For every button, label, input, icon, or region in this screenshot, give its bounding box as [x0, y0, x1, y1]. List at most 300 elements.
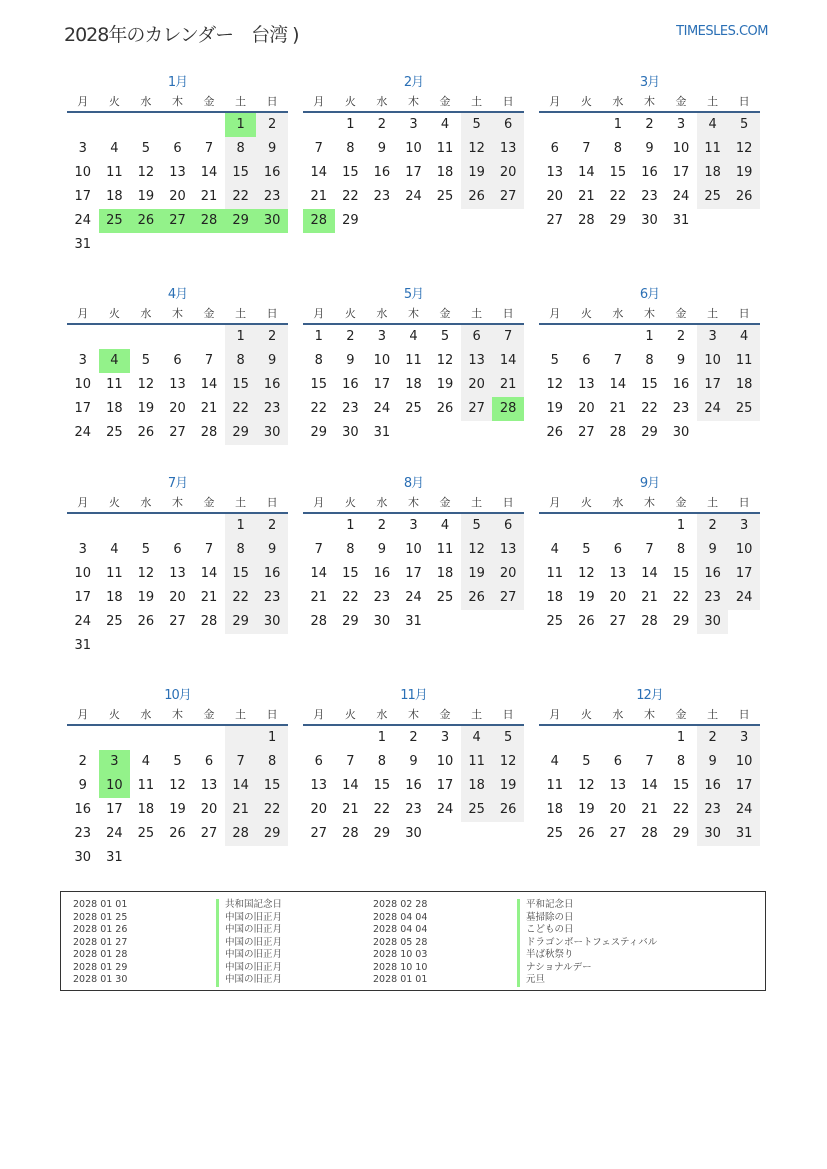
- holiday-day-cell: 10: [99, 774, 131, 798]
- day-cell: 20: [546, 189, 564, 204]
- day-cell: 21: [641, 590, 658, 605]
- site-logo[interactable]: TIMESLES.COM: [676, 24, 768, 39]
- day-grid: [303, 325, 524, 445]
- day-cell: 2: [377, 518, 387, 533]
- day-cell: 1: [225, 325, 257, 349]
- day-cell: 11: [546, 778, 564, 793]
- day-cell: 23: [672, 401, 690, 416]
- day-cell: 6: [550, 141, 559, 156]
- day-cell: 3: [728, 514, 760, 538]
- day-cell: 28: [200, 425, 218, 440]
- day-cell: 8: [225, 538, 257, 562]
- weekday-label: 土: [235, 95, 247, 108]
- weekday-label: 金: [675, 708, 687, 721]
- day-cell: 30: [641, 213, 658, 228]
- day-cell: 15: [342, 566, 359, 581]
- weekday-label: 水: [140, 95, 152, 108]
- weekday-label: 金: [203, 496, 215, 509]
- day-cell: 12: [492, 750, 524, 774]
- day-cell: 8: [645, 353, 654, 368]
- day-cell: 29: [310, 425, 328, 440]
- day-cell: 20: [578, 401, 595, 416]
- empty-cell: [193, 726, 225, 750]
- day-cell: 23: [697, 586, 729, 610]
- day-cell: 26: [169, 826, 186, 841]
- weekday-label: 月: [313, 496, 325, 509]
- empty-cell: [130, 726, 162, 750]
- day-cell: 14: [200, 377, 218, 392]
- weekday-label: 火: [108, 496, 120, 509]
- day-cell: 10: [728, 538, 760, 562]
- day-cell: 3: [78, 353, 87, 368]
- day-cell: 1: [377, 730, 387, 745]
- day-cell: 18: [106, 189, 123, 204]
- day-cell: 11: [728, 349, 760, 373]
- day-cell: 25: [546, 826, 564, 841]
- legend-date: 2028 01 28: [73, 949, 128, 960]
- day-cell: 12: [137, 566, 155, 581]
- day-cell: 15: [256, 774, 288, 798]
- holiday-day-cell: 28: [193, 209, 225, 233]
- day-cell: 12: [546, 377, 564, 392]
- day-grid: [67, 514, 288, 658]
- day-cell: 8: [346, 141, 355, 156]
- weekday-label: 水: [140, 708, 152, 721]
- day-cell: 20: [169, 590, 186, 605]
- legend-holiday-name: 中国の旧正月: [216, 962, 282, 975]
- day-cell: 10: [74, 377, 92, 392]
- weekday-label: 土: [471, 95, 483, 108]
- day-cell: 24: [697, 397, 729, 421]
- day-cell: 21: [310, 189, 328, 204]
- weekday-header: [539, 93, 760, 113]
- day-cell: 29: [225, 421, 257, 445]
- day-cell: 14: [492, 349, 524, 373]
- weekday-label: 木: [643, 496, 655, 509]
- weekday-label: 日: [738, 95, 750, 108]
- day-cell: 28: [225, 822, 257, 846]
- day-cell: 10: [74, 566, 92, 581]
- day-cell: 24: [405, 189, 422, 204]
- day-cell: 19: [436, 377, 454, 392]
- day-cell: 9: [256, 538, 288, 562]
- day-cell: 2: [697, 514, 729, 538]
- weekday-label: 火: [580, 95, 592, 108]
- day-cell: 23: [373, 189, 391, 204]
- day-cell: 7: [492, 325, 524, 349]
- day-grid: [539, 325, 760, 445]
- day-cell: 21: [609, 401, 627, 416]
- day-cell: 19: [137, 189, 155, 204]
- day-cell: 24: [74, 425, 92, 440]
- holiday-legend: [60, 891, 766, 991]
- weekday-label: 火: [580, 708, 592, 721]
- empty-cell: [99, 325, 131, 349]
- holiday-day-cell: 28: [492, 397, 524, 421]
- day-cell: 22: [641, 401, 658, 416]
- day-cell: 5: [173, 754, 182, 769]
- day-cell: 30: [373, 614, 391, 629]
- day-cell: 14: [641, 566, 658, 581]
- weekday-label: 火: [108, 708, 120, 721]
- day-cell: 26: [461, 586, 493, 610]
- day-cell: 17: [672, 165, 690, 180]
- weekday-label: 土: [707, 307, 719, 320]
- day-cell: 17: [74, 590, 92, 605]
- day-cell: 14: [225, 774, 257, 798]
- month-4: [67, 285, 288, 445]
- day-cell: 22: [225, 586, 257, 610]
- weekday-label: 日: [738, 496, 750, 509]
- month-12: [539, 686, 760, 846]
- legend-date: 2028 01 01: [373, 974, 428, 985]
- day-cell: 25: [106, 425, 123, 440]
- day-cell: 22: [672, 802, 690, 817]
- day-cell: 22: [225, 185, 257, 209]
- day-cell: 18: [697, 161, 729, 185]
- empty-cell: [571, 514, 603, 538]
- day-cell: 9: [377, 141, 387, 156]
- day-cell: 7: [204, 141, 214, 156]
- day-cell: 24: [74, 213, 92, 228]
- day-cell: 16: [256, 562, 288, 586]
- day-cell: 18: [546, 590, 564, 605]
- day-cell: 31: [106, 850, 123, 865]
- day-cell: 22: [310, 401, 328, 416]
- day-cell: 14: [578, 165, 595, 180]
- month-name: 12月: [636, 688, 663, 703]
- day-cell: 7: [204, 353, 214, 368]
- weekday-label: 木: [407, 708, 419, 721]
- month-name: 3月: [639, 75, 660, 90]
- day-cell: 7: [582, 141, 591, 156]
- holiday-day-cell: 27: [162, 209, 194, 233]
- day-cell: 29: [672, 826, 690, 841]
- day-cell: 5: [141, 353, 151, 368]
- empty-cell: [303, 726, 335, 750]
- day-cell: 2: [697, 726, 729, 750]
- day-cell: 25: [436, 590, 454, 605]
- day-cell: 13: [492, 137, 524, 161]
- day-cell: 1: [346, 518, 355, 533]
- day-cell: 16: [373, 165, 391, 180]
- day-cell: 16: [256, 373, 288, 397]
- month-7: [67, 474, 288, 658]
- holiday-day-cell: 25: [99, 209, 131, 233]
- day-cell: 5: [461, 113, 493, 137]
- day-cell: 7: [346, 754, 355, 769]
- day-cell: 10: [672, 141, 690, 156]
- day-cell: 17: [728, 562, 760, 586]
- weekday-label: 日: [738, 708, 750, 721]
- weekday-label: 水: [612, 95, 624, 108]
- legend-date: 2028 10 10: [373, 961, 428, 973]
- weekday-label: 日: [502, 307, 514, 320]
- day-cell: 6: [173, 141, 182, 156]
- day-cell: 26: [578, 826, 595, 841]
- day-cell: 7: [314, 542, 323, 557]
- weekday-label: 火: [344, 708, 356, 721]
- day-cell: 21: [200, 189, 218, 204]
- day-cell: 29: [225, 610, 257, 634]
- legend-date: 2028 10 03: [373, 949, 428, 960]
- day-cell: 30: [74, 850, 92, 865]
- day-cell: 13: [169, 566, 186, 581]
- day-cell: 28: [342, 826, 359, 841]
- weekday-header: [303, 706, 524, 726]
- month-11: [303, 686, 524, 846]
- day-cell: 1: [256, 726, 288, 750]
- weekday-label: 土: [235, 307, 247, 320]
- day-cell: 30: [697, 610, 729, 634]
- legend-date: 2028 01 25: [73, 911, 128, 923]
- month-2: [303, 73, 524, 233]
- day-cell: 29: [609, 213, 627, 228]
- day-cell: 24: [405, 590, 422, 605]
- day-cell: 27: [609, 826, 627, 841]
- day-cell: 24: [728, 798, 760, 822]
- day-cell: 2: [256, 325, 288, 349]
- weekday-label: 金: [675, 496, 687, 509]
- day-cell: 28: [310, 614, 328, 629]
- day-cell: 13: [609, 566, 627, 581]
- day-cell: 30: [672, 425, 690, 440]
- day-grid: [67, 726, 288, 870]
- weekday-label: 日: [266, 307, 278, 320]
- day-cell: 2: [256, 514, 288, 538]
- day-cell: 22: [342, 189, 359, 204]
- day-cell: 8: [256, 750, 288, 774]
- empty-cell: [539, 726, 571, 750]
- day-cell: 9: [697, 750, 729, 774]
- day-cell: 14: [310, 566, 328, 581]
- day-cell: 20: [310, 802, 328, 817]
- day-cell: 3: [676, 117, 686, 132]
- weekday-label: 水: [612, 496, 624, 509]
- day-cell: 3: [78, 542, 87, 557]
- day-cell: 19: [169, 802, 186, 817]
- weekday-label: 木: [407, 95, 419, 108]
- day-cell: 11: [106, 566, 123, 581]
- day-cell: 12: [461, 137, 493, 161]
- day-cell: 4: [728, 325, 760, 349]
- day-cell: 4: [141, 754, 151, 769]
- day-cell: 10: [74, 165, 92, 180]
- day-cell: 26: [137, 614, 155, 629]
- day-cell: 9: [377, 542, 387, 557]
- day-cell: 27: [169, 614, 186, 629]
- empty-cell: [130, 113, 162, 137]
- legend-holiday-name: 中国の旧正月: [216, 912, 282, 925]
- day-cell: 11: [137, 778, 155, 793]
- day-cell: 17: [373, 377, 391, 392]
- day-cell: 3: [377, 329, 387, 344]
- day-cell: 8: [613, 141, 623, 156]
- day-cell: 26: [461, 185, 493, 209]
- day-cell: 6: [492, 514, 524, 538]
- weekday-label: 木: [171, 307, 183, 320]
- day-cell: 4: [110, 542, 119, 557]
- day-cell: 9: [409, 754, 418, 769]
- day-cell: 2: [256, 113, 288, 137]
- day-cell: 27: [609, 614, 627, 629]
- legend-dates-left: [73, 899, 127, 987]
- legend-date: 2028 05 28: [373, 936, 428, 948]
- day-cell: 13: [578, 377, 595, 392]
- empty-cell: [571, 325, 603, 349]
- day-cell: 15: [225, 562, 257, 586]
- legend-dates-right: [373, 899, 427, 987]
- month-name: 7月: [167, 476, 188, 491]
- day-cell: 27: [578, 425, 595, 440]
- day-cell: 16: [74, 802, 92, 817]
- day-cell: 13: [169, 377, 186, 392]
- empty-cell: [162, 514, 194, 538]
- weekday-label: 木: [643, 95, 655, 108]
- month-name: 6月: [639, 287, 660, 302]
- day-cell: 7: [204, 542, 214, 557]
- day-cell: 29: [641, 425, 658, 440]
- day-cell: 27: [461, 397, 493, 421]
- day-cell: 15: [672, 778, 690, 793]
- weekday-label: 金: [439, 307, 451, 320]
- weekday-label: 金: [203, 307, 215, 320]
- day-cell: 19: [461, 562, 493, 586]
- empty-cell: [193, 514, 225, 538]
- weekday-label: 月: [77, 708, 89, 721]
- day-cell: 24: [436, 802, 454, 817]
- month-10: [67, 686, 288, 870]
- day-cell: 1: [314, 329, 323, 344]
- weekday-label: 火: [344, 307, 356, 320]
- day-cell: 19: [578, 590, 595, 605]
- day-cell: 22: [256, 798, 288, 822]
- day-cell: 25: [405, 401, 422, 416]
- day-cell: 4: [110, 141, 119, 156]
- day-cell: 6: [613, 754, 623, 769]
- day-cell: 22: [373, 802, 391, 817]
- day-cell: 23: [405, 802, 422, 817]
- day-cell: 30: [256, 421, 288, 445]
- weekday-label: 金: [439, 708, 451, 721]
- weekday-label: 木: [643, 307, 655, 320]
- weekday-label: 水: [612, 307, 624, 320]
- weekday-label: 土: [235, 496, 247, 509]
- day-grid: [303, 113, 524, 233]
- day-cell: 19: [578, 802, 595, 817]
- weekday-label: 木: [171, 496, 183, 509]
- day-cell: 23: [697, 798, 729, 822]
- weekday-label: 月: [549, 95, 561, 108]
- day-cell: 9: [676, 353, 686, 368]
- empty-cell: [602, 726, 634, 750]
- legend-holiday-name: 中国の旧正月: [216, 949, 282, 962]
- day-cell: 15: [225, 373, 257, 397]
- day-cell: 2: [346, 329, 355, 344]
- day-cell: 15: [609, 165, 627, 180]
- weekday-label: 月: [77, 496, 89, 509]
- day-cell: 20: [492, 562, 524, 586]
- legend-holiday-name: 中国の旧正月: [216, 937, 282, 950]
- weekday-label: 木: [407, 496, 419, 509]
- weekday-label: 火: [108, 307, 120, 320]
- day-cell: 12: [578, 566, 595, 581]
- day-cell: 19: [461, 161, 493, 185]
- day-cell: 18: [137, 802, 155, 817]
- day-grid: [539, 113, 760, 233]
- day-cell: 20: [169, 401, 186, 416]
- weekday-label: 月: [313, 95, 325, 108]
- legend-holiday-name: 墓掃除の日: [517, 912, 657, 925]
- day-cell: 29: [342, 213, 359, 228]
- day-cell: 27: [546, 213, 564, 228]
- weekday-label: 水: [140, 307, 152, 320]
- day-cell: 4: [550, 542, 559, 557]
- weekday-label: 金: [675, 307, 687, 320]
- day-cell: 2: [409, 730, 418, 745]
- day-cell: 15: [641, 377, 658, 392]
- day-cell: 22: [672, 590, 690, 605]
- weekday-label: 月: [549, 496, 561, 509]
- day-cell: 5: [141, 141, 151, 156]
- day-cell: 1: [676, 518, 686, 533]
- empty-cell: [634, 726, 666, 750]
- day-cell: 16: [373, 566, 391, 581]
- day-cell: 27: [492, 185, 524, 209]
- empty-cell: [67, 325, 99, 349]
- day-cell: 30: [405, 826, 422, 841]
- day-cell: 25: [728, 397, 760, 421]
- weekday-label: 水: [376, 307, 388, 320]
- day-cell: 3: [78, 141, 87, 156]
- legend-holiday-name: 中国の旧正月: [216, 924, 282, 937]
- empty-cell: [634, 514, 666, 538]
- day-cell: 29: [373, 826, 391, 841]
- day-cell: 20: [169, 189, 186, 204]
- day-cell: 13: [546, 165, 564, 180]
- day-cell: 14: [342, 778, 359, 793]
- page-title: 2028年のカレンダー 台湾 ): [64, 24, 299, 46]
- weekday-label: 土: [707, 496, 719, 509]
- month-8: [303, 474, 524, 634]
- legend-holiday-name: 中国の旧正月: [216, 974, 282, 987]
- day-cell: 3: [409, 117, 418, 132]
- day-cell: 18: [436, 566, 454, 581]
- holiday-day-cell: 4: [99, 349, 131, 373]
- weekday-label: 月: [77, 95, 89, 108]
- month-name: 9月: [639, 476, 660, 491]
- weekday-header: [67, 305, 288, 325]
- day-cell: 11: [405, 353, 422, 368]
- legend-holiday-name: ドラゴンボートフェスティバル: [517, 937, 657, 950]
- day-cell: 29: [672, 614, 690, 629]
- weekday-header: [303, 93, 524, 113]
- legend-holiday-name: 平和記念日: [517, 899, 657, 912]
- day-cell: 9: [645, 141, 654, 156]
- day-cell: 1: [645, 329, 654, 344]
- day-cell: 16: [672, 377, 690, 392]
- empty-cell: [67, 726, 99, 750]
- weekday-header: [539, 706, 760, 726]
- day-cell: 13: [310, 778, 328, 793]
- day-cell: 19: [546, 401, 564, 416]
- day-cell: 25: [697, 185, 729, 209]
- empty-cell: [539, 113, 571, 137]
- empty-cell: [571, 113, 603, 137]
- day-cell: 31: [373, 425, 391, 440]
- weekday-label: 水: [376, 95, 388, 108]
- weekday-label: 月: [313, 307, 325, 320]
